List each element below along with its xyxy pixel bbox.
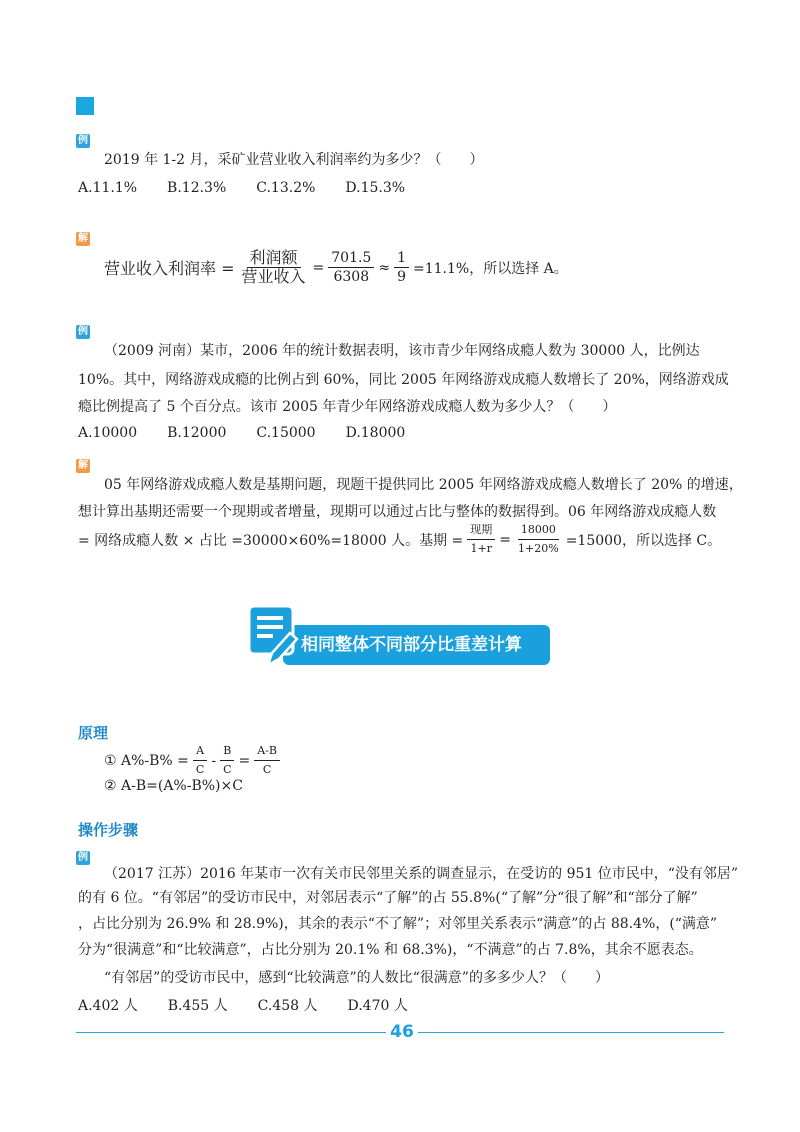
section-marker-square xyxy=(76,97,94,115)
principle-formula-2: ② A-B=(A%-B%)×C xyxy=(104,778,243,794)
section-banner-title: 相同整体不同部分比重差计算 xyxy=(301,635,522,655)
solution-2-line-2: 想计算出基期还需要一个现期或者增量，现期可以通过占比与整体的数据得到。06 年网络游戏成瘾人数 xyxy=(78,504,717,520)
question-3-line-2: 的有 6 位。“有邻居”的受访市民中，对邻居表示“了解”的占 55.8%(“了解”分“很了解”和“部分了解” xyxy=(78,890,698,906)
question-3-line-1: （2017 江苏）2016 年某市一次有关市民邻里关系的调查显示，在受访的 951 位市民中，“没有邻居” xyxy=(104,866,739,882)
option-b: B.455 人 xyxy=(167,998,228,1014)
formula-lhs: 营业收入利润率 = xyxy=(104,259,235,278)
example-tag: 例 xyxy=(78,135,88,146)
option-b: B.12000 xyxy=(167,425,227,441)
section-banner xyxy=(283,625,550,665)
steps-heading: 操作步骤 xyxy=(78,821,139,839)
option-a: A.402 人 xyxy=(78,998,138,1014)
question-3-line-4: 分为“很满意”和“比较满意”，占比分别为 20.1% 和 68.3%)，“不满意”的占 7.8%，其余不愿表态。 xyxy=(78,942,703,958)
question-2-line-1: （2009 河南）某市，2006 年的统计数据表明，该市青少年网络成瘾人数为 30000 人，比例达 xyxy=(104,343,700,359)
solution-2-line-3: = 网络成瘾人数 × 占比 =30000×60%=18000 人。基期 = $\frac{\text{现期}}{1+r}$ = $\frac{18000}{1+20\%}$ =15000，所以选择 C。 xyxy=(78,523,722,555)
fraction-a-over-c: $\frac{A}{C}$ xyxy=(193,743,207,778)
question-1-text: 2019 年 1-2 月，采矿业营业收入利润率约为多少？（ ） xyxy=(104,152,484,168)
question-2-line-3: 瘾比例提高了 5 个百分点。该市 2005 年青少年网络游戏成瘾人数为多少人？（ ） xyxy=(78,399,617,415)
question-3-line-3: ，占比分别为 26.9% 和 28.9%)，其余的表示“不了解”；对邻里关系表示“满意”的占 88.4%，(“满意” xyxy=(78,916,718,932)
notepad-pencil-icon xyxy=(246,603,302,669)
solution-tag: 解 xyxy=(78,233,88,244)
fraction-one-ninth: $\frac{1}{9}$ xyxy=(394,250,409,285)
question-1-options xyxy=(78,178,435,198)
option-c: C.13.2% xyxy=(256,180,316,196)
solution-1-formula: 营业收入利润率 = $\frac{\text{利润额}}{\text{营业收入}}$ = $\frac{701.5}{6308}$ ≈ $\frac{1}{9}$ =11.1%，所以选择 A。 xyxy=(104,248,568,286)
principle-heading: 原理 xyxy=(78,724,109,742)
fraction-values: $\frac{701.5}{6308}$ xyxy=(328,250,374,285)
option-c: C.15000 xyxy=(256,425,316,441)
question-2-options xyxy=(78,423,435,443)
formula-result: =11.1%，所以选择 A。 xyxy=(413,260,568,277)
option-a: A.11.1% xyxy=(78,180,138,196)
option-d: D.470 人 xyxy=(347,998,408,1014)
question-2-line-2: 10%。其中，网络游戏成瘾的比例占到 60%，同比 2005 年网络游戏成瘾人数增长了 20%，网络游戏成 xyxy=(78,372,729,388)
option-d: D.18000 xyxy=(345,425,406,441)
fraction-profit-over-revenue: $\frac{\text{利润额}}{\text{营业收入}}$ xyxy=(241,248,306,286)
option-d: D.15.3% xyxy=(345,180,406,196)
question-3-line-5: “有邻居”的受访市民中，感到“比较满意”的人数比“很满意”的多多少人？（ ） xyxy=(104,970,609,986)
option-c: C.458 人 xyxy=(257,998,318,1014)
solution-tag: 解 xyxy=(78,460,88,471)
fraction-current-over-growth: $\frac{\text{现期}}{1+r}$ xyxy=(467,522,495,557)
fraction-a-minus-b-over-c: $\frac{A-B}{C}$ xyxy=(254,743,280,778)
example-tag: 例 xyxy=(78,326,88,337)
option-a: A.10000 xyxy=(78,425,138,441)
page-number: 46 xyxy=(386,1022,418,1042)
principle-formula-1: ① A%-B% = $\frac{A}{C}$ - $\frac{B}{C}$ = $\frac{A-B}{C}$ xyxy=(104,743,284,778)
fraction-18000-over-growth: $\frac{18000}{1+20\%}$ xyxy=(518,523,559,555)
fraction-b-over-c: $\frac{B}{C}$ xyxy=(220,743,234,778)
example-tag: 例 xyxy=(78,852,88,863)
option-b: B.12.3% xyxy=(167,180,227,196)
question-3-options xyxy=(78,996,438,1016)
solution-2-line-1: 05 年网络游戏成瘾人数是基期问题，现题干提供同比 2005 年网络游戏成瘾人数增长了 20% 的增速， xyxy=(104,477,743,493)
